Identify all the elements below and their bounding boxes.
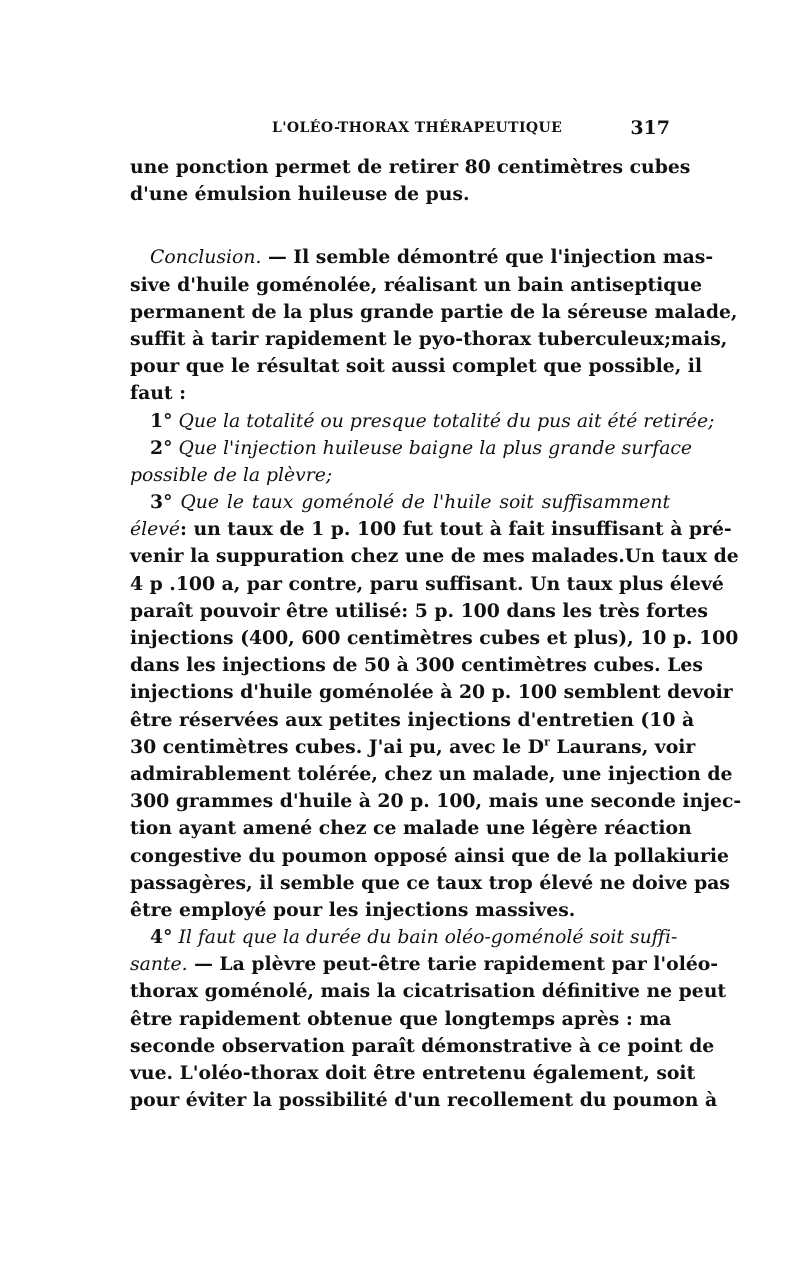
text-line: venir la suppuration chez une de mes malades.Un taux de xyxy=(130,545,739,568)
list-item-4 xyxy=(130,924,678,951)
text-span: : un taux de 1 p. 100 fut tout à fait insuffisant à pré- xyxy=(179,518,732,541)
text-span: 30 centimètres cubes. J'ai pu, avec le D xyxy=(130,735,545,758)
text-span: Que le taux goménolé de l'huile soit suffisamment xyxy=(172,492,670,514)
running-head xyxy=(130,117,670,141)
text-line: d'une émulsion huileuse de pus. xyxy=(130,183,470,206)
text-line: admirablement tolérée, chez un malade, une injection de xyxy=(130,762,733,785)
text-span: — Il semble démontré que l'injection mas- xyxy=(261,246,714,269)
text-line: passagères, il semble que ce taux trop élevé ne doive pas xyxy=(130,871,731,894)
text-line xyxy=(130,244,714,271)
text-line: suffit à tarir rapidement le pyo-thorax tuberculeux;mais, xyxy=(130,327,728,350)
text-span: Laurans, voir xyxy=(549,735,696,758)
text-span: — La plèvre peut-être tarie rapidement par l'oléo- xyxy=(187,953,719,976)
list-number: 2° xyxy=(150,436,173,459)
text-line: dans les injections de 50 à 300 centimètres cubes. Les xyxy=(130,654,703,677)
text-line: thorax goménolé, mais la cicatrisation définitive ne peut xyxy=(130,980,727,1003)
text-line: pour que le résultat soit aussi complet que possible, il xyxy=(130,355,703,378)
text-line: injections d'huile goménolée à 20 p. 100 semblent devoir xyxy=(130,681,733,704)
list-number: 4° xyxy=(150,926,173,949)
text-span: possible de la plèvre; xyxy=(130,464,333,486)
text-line: tion ayant amené chez ce malade une légère réaction xyxy=(130,817,692,840)
text-span: Que l'injection huileuse baigne la plus grande surface xyxy=(172,437,693,459)
text-line: sive d'huile goménolée, réalisant un bain antiseptique xyxy=(130,273,703,296)
text-line xyxy=(130,734,696,761)
text-line xyxy=(130,951,719,978)
text-line: paraît pouvoir être utilisé: 5 p. 100 dans les très fortes xyxy=(130,599,708,622)
running-title: L'OLÉO-THORAX THÉRAPEUTIQUE xyxy=(272,120,563,136)
text-line: être rapidement obtenue que longtemps après : ma xyxy=(130,1007,672,1030)
page-number: 317 xyxy=(630,117,670,139)
list-item-2 xyxy=(130,435,693,462)
text-line: injections (400, 600 centimètres cubes et plus), 10 p. 100 xyxy=(130,627,739,649)
text-span: élevé xyxy=(130,519,180,541)
superscript: r xyxy=(544,735,550,749)
list-item-3 xyxy=(130,489,670,516)
list-item-1 xyxy=(130,408,715,435)
text-line: une ponction permet de retirer 80 centimètres cubes xyxy=(130,156,691,178)
text-line: 300 grammes d'huile à 20 p. 100, mais une seconde injec- xyxy=(130,790,742,813)
text-line: être réservées aux petites injections d'entretien (10 à xyxy=(130,708,695,731)
list-number: 1° xyxy=(150,409,173,432)
text-line: pour éviter la possibilité d'un recollement du poumon à xyxy=(130,1089,718,1112)
text-span: sante. xyxy=(130,954,188,976)
text-span: Il faut que la durée du bain oléo-goménolé soit suffi- xyxy=(172,927,678,949)
text-line: 4 p .100 a, par contre, paru suffisant. Un taux plus élevé xyxy=(130,572,724,595)
text-line xyxy=(130,516,732,543)
list-number: 3° xyxy=(150,491,173,514)
body-text xyxy=(130,154,742,1114)
text-line: permanent de la plus grande partie de la séreuse malade, xyxy=(130,300,738,323)
text-line: être employé pour les injections massives. xyxy=(130,898,576,921)
text-line: seconde observation paraît démonstrative à ce point de xyxy=(130,1034,715,1057)
text-line: vue. L'oléo-thorax doit être entretenu également, soit xyxy=(130,1062,696,1084)
conclusion-label: Conclusion. xyxy=(150,247,262,269)
text-line: faut : xyxy=(130,382,187,405)
paragraph-gap xyxy=(130,208,670,244)
text-span: Que la totalité ou presque totalité du pus ait été retirée; xyxy=(172,410,715,432)
text-line: congestive du poumon opposé ainsi que de la pollakiurie xyxy=(130,844,729,867)
text-line xyxy=(130,462,670,489)
